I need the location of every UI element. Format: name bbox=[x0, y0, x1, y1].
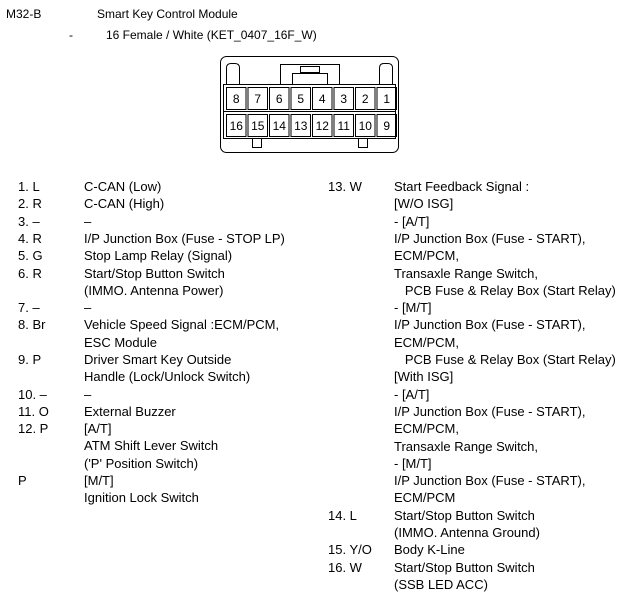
pin-description: C-CAN (High) bbox=[84, 196, 165, 212]
pin-description: (IMMO. Antenna Ground) bbox=[394, 524, 540, 540]
pin-description: I/P Junction Box (Fuse - START), bbox=[394, 230, 586, 246]
pin-description: I/P Junction Box (Fuse - START), bbox=[394, 403, 586, 419]
pin-description: I/P Junction Box (Fuse - STOP LP) bbox=[84, 230, 285, 246]
pin-description: [With ISG] bbox=[394, 369, 454, 385]
pin-description: - [M/T] bbox=[394, 300, 432, 316]
pin-description: Handle (Lock/Unlock Switch) bbox=[84, 369, 251, 385]
pin-description: Transaxle Range Switch, bbox=[394, 265, 539, 281]
connector-dash: - bbox=[69, 28, 73, 42]
pin-label: 9. P bbox=[18, 352, 42, 367]
pin-number: 7 bbox=[254, 92, 262, 106]
pin-description: Start Feedback Signal : bbox=[394, 179, 530, 194]
pin-number: 5 bbox=[297, 92, 305, 106]
pin-description: ESC Module bbox=[84, 334, 157, 350]
pin-description: ('P' Position Switch) bbox=[84, 455, 199, 471]
pin-description: - [A/T] bbox=[394, 386, 430, 402]
module-code: M32-B bbox=[6, 7, 42, 21]
pin-label: 2. R bbox=[18, 196, 42, 212]
pin-description: - [A/T] bbox=[394, 213, 430, 229]
pin-number: 13 bbox=[294, 119, 308, 133]
pin-description: Transaxle Range Switch, bbox=[394, 438, 539, 454]
pin-description: ECM/PCM bbox=[394, 490, 456, 506]
pin-description: [A/T] bbox=[84, 421, 112, 437]
pin-description: Stop Lamp Relay (Signal) bbox=[84, 248, 233, 264]
connector-diagram bbox=[214, 54, 406, 156]
pin-description: – bbox=[84, 213, 92, 229]
pin-description: (IMMO. Antenna Power) bbox=[84, 282, 224, 298]
pin-label: 8. Br bbox=[18, 317, 46, 333]
pin-description: [W/O ISG] bbox=[394, 196, 454, 212]
pin-number: 14 bbox=[272, 119, 286, 133]
pin-description: – bbox=[84, 300, 92, 316]
pin-number: 3 bbox=[340, 92, 348, 106]
pin-description: ATM Shift Lever Switch bbox=[84, 438, 219, 454]
pin-description: C-CAN (Low) bbox=[84, 179, 162, 194]
pin-label: 10. – bbox=[18, 386, 47, 402]
pin-number: 9 bbox=[383, 119, 391, 133]
pin-description: (SSB LED ACC) bbox=[394, 576, 488, 592]
pin-label: 12. P bbox=[18, 421, 49, 437]
pin-description: ECM/PCM, bbox=[394, 248, 459, 264]
pin-description: PCB Fuse & Relay Box (Start Relay) bbox=[394, 352, 616, 367]
pin-description: Driver Smart Key Outside bbox=[84, 352, 232, 367]
pin-label: 3. – bbox=[18, 213, 40, 229]
pin-description: ECM/PCM, bbox=[394, 334, 459, 350]
pin-description: – bbox=[84, 386, 92, 402]
pin-description: ECM/PCM, bbox=[394, 421, 459, 437]
pin-description: PCB Fuse & Relay Box (Start Relay) bbox=[394, 282, 616, 298]
pin-label: 7. – bbox=[18, 300, 40, 316]
pin-label: 15. Y/O bbox=[328, 542, 372, 558]
pin-description: I/P Junction Box (Fuse - START), bbox=[394, 317, 586, 333]
pin-description: [M/T] bbox=[84, 473, 114, 489]
pin-label: 14. L bbox=[328, 507, 357, 523]
pin-number: 15 bbox=[251, 119, 265, 133]
pin-number: 4 bbox=[318, 92, 326, 106]
pin-label: P bbox=[18, 473, 27, 489]
pin-number: 8 bbox=[232, 92, 240, 106]
pin-label: 16. W bbox=[328, 559, 362, 575]
pin-number: 6 bbox=[275, 92, 283, 106]
pin-number: 10 bbox=[358, 119, 372, 133]
pin-description: Start/Stop Button Switch bbox=[394, 559, 535, 575]
module-title: Smart Key Control Module bbox=[97, 7, 238, 21]
pin-number: 12 bbox=[315, 119, 329, 133]
pin-label: 1. L bbox=[18, 179, 40, 194]
pin-description: Start/Stop Button Switch bbox=[394, 507, 535, 523]
pin-number: 11 bbox=[337, 119, 350, 133]
pin-label: 13. W bbox=[328, 179, 362, 194]
pin-number: 16 bbox=[229, 119, 243, 133]
pin-number: 2 bbox=[361, 92, 369, 106]
pin-label: 11. O bbox=[18, 403, 49, 419]
pin-description: I/P Junction Box (Fuse - START), bbox=[394, 473, 586, 489]
pin-description: - [M/T] bbox=[394, 455, 432, 471]
pin-description: Vehicle Speed Signal :ECM/PCM, bbox=[84, 317, 280, 333]
pin-label: 4. R bbox=[18, 230, 42, 246]
connector-spec: 16 Female / White (KET_0407_16F_W) bbox=[106, 28, 317, 42]
pin-label: 6. R bbox=[18, 265, 42, 281]
pin-description: Start/Stop Button Switch bbox=[84, 265, 225, 281]
pin-description: Body K-Line bbox=[394, 542, 465, 558]
pin-label: 5. G bbox=[18, 248, 43, 264]
pin-description: Ignition Lock Switch bbox=[84, 490, 199, 506]
pin-number: 1 bbox=[383, 92, 391, 106]
pin-description: External Buzzer bbox=[84, 403, 176, 419]
